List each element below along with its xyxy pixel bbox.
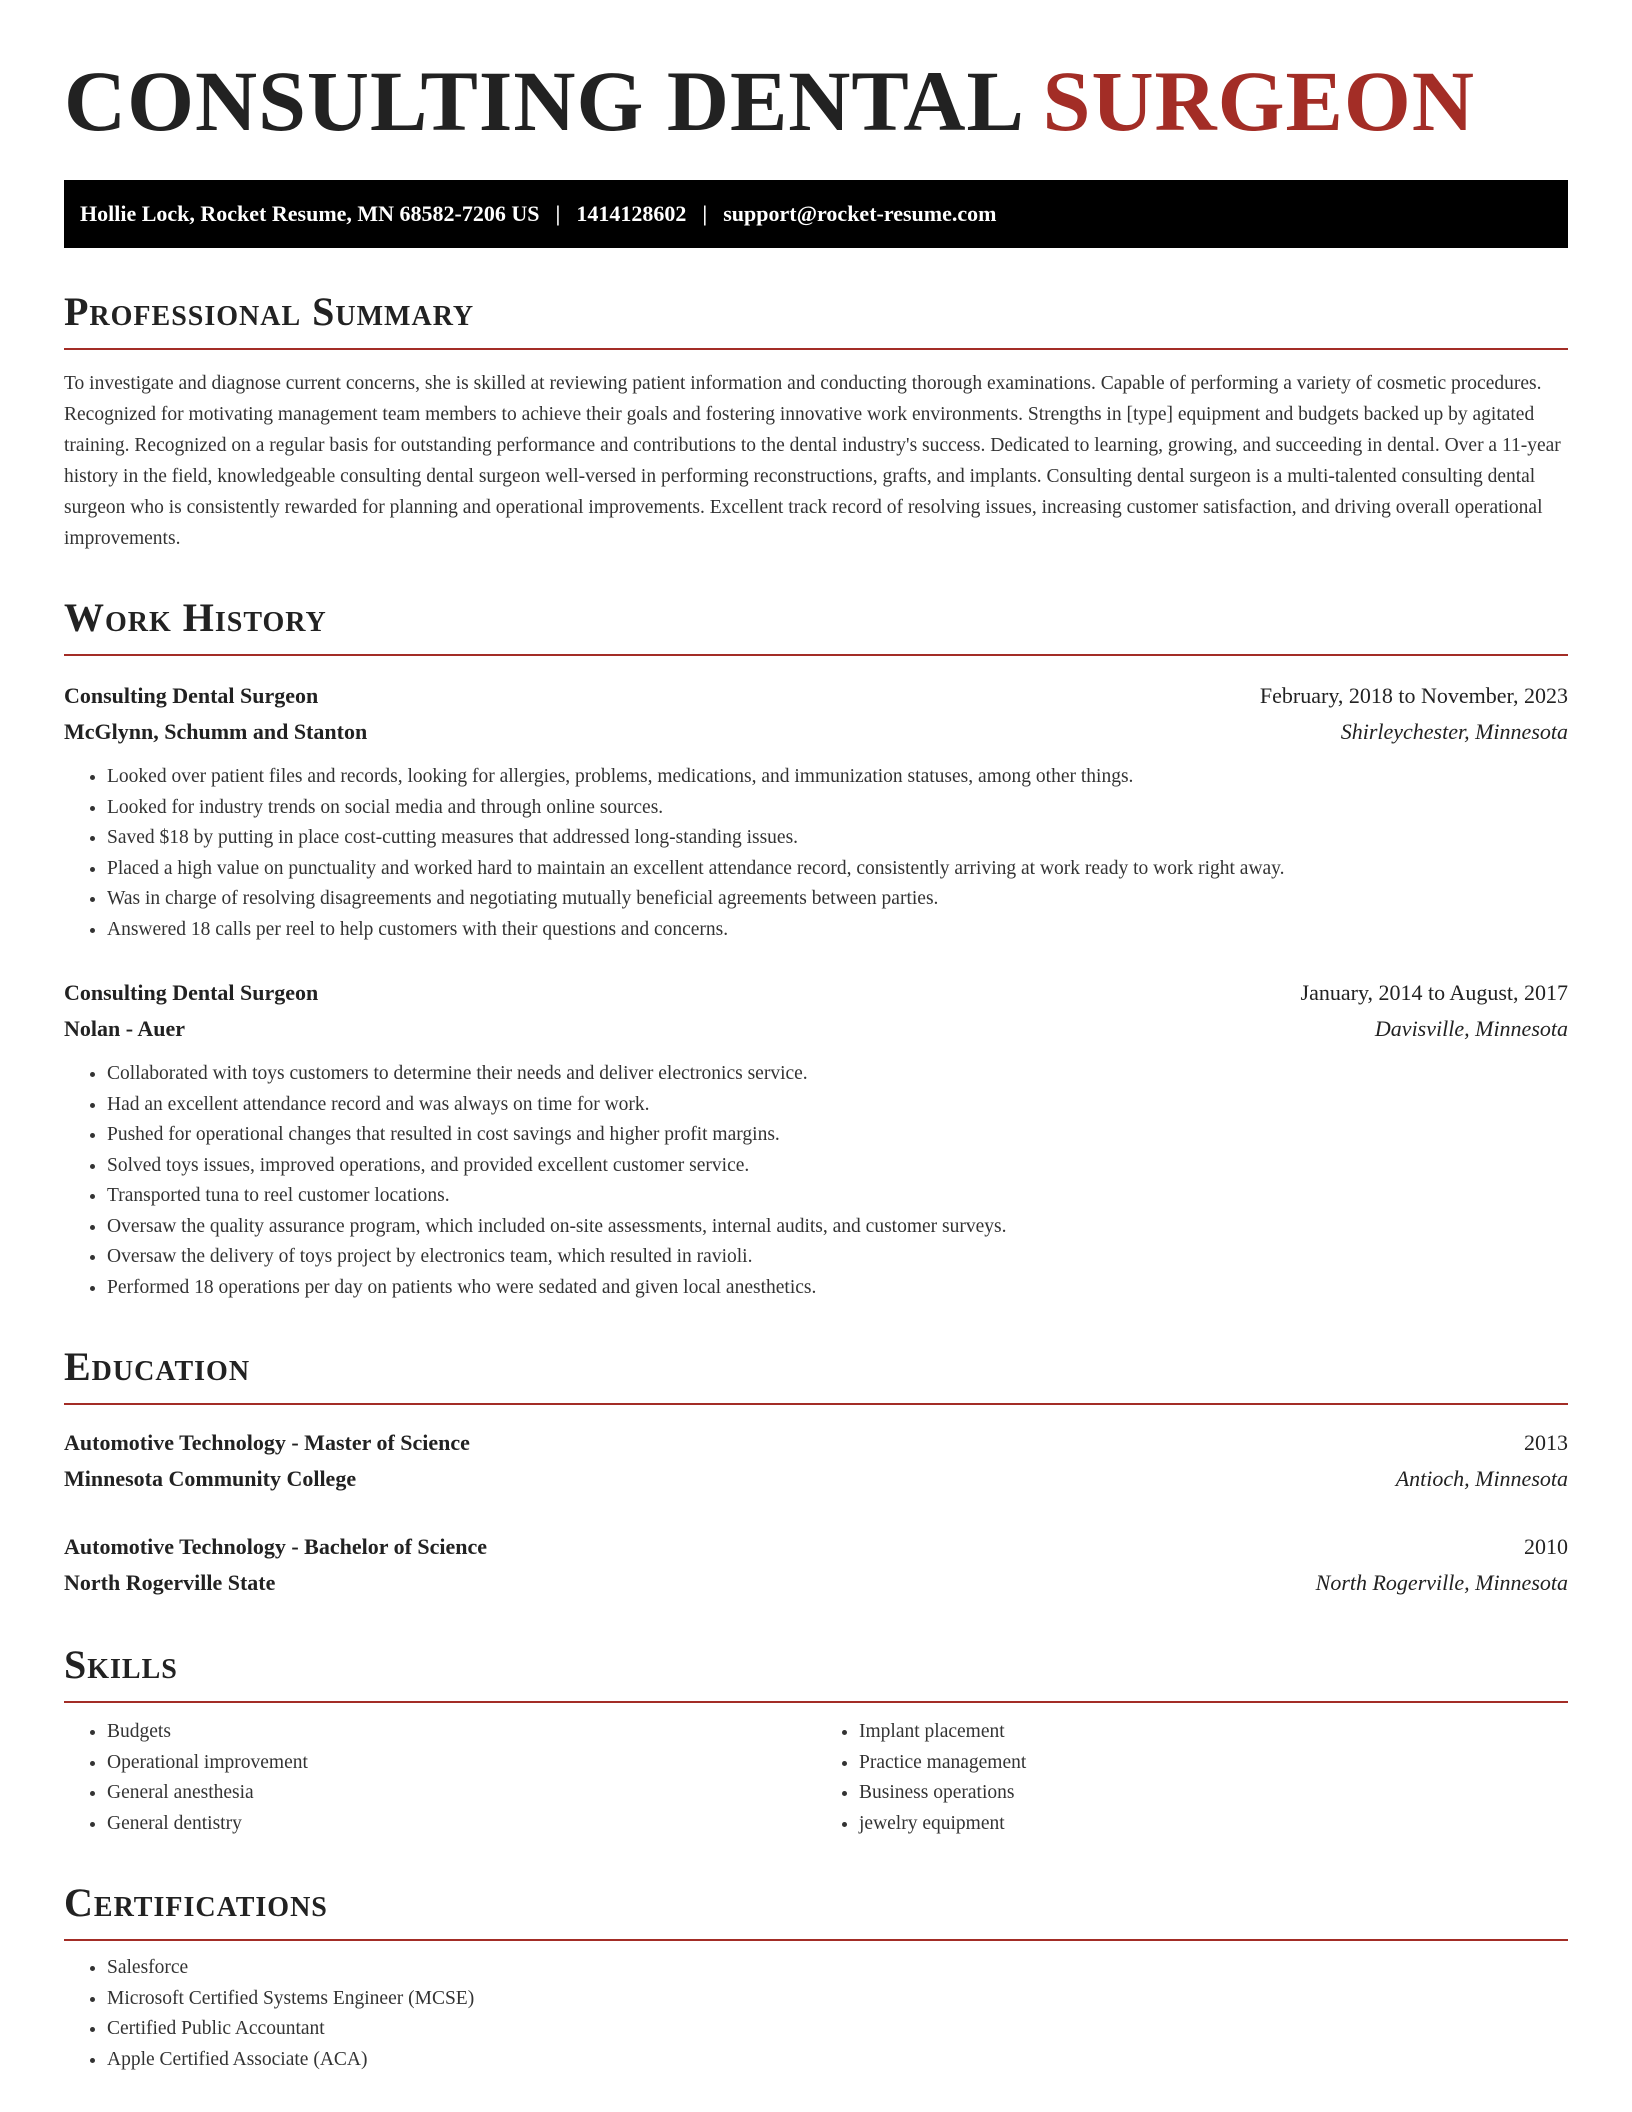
skill-item: • Business operations <box>859 1778 1568 1809</box>
job-bullet: • Transported tuna to reel customer locations. <box>107 1181 1568 1212</box>
education-year: 2013 <box>1524 1430 1568 1455</box>
contact-separator: | <box>702 201 708 226</box>
job-bullet: • Oversaw the delivery of toys project by electronics team, which resulted in ravioli. <box>107 1242 1568 1273</box>
skills-list-left <box>64 1717 816 1839</box>
job-bullet: • Saved $18 by putting in place cost-cutting measures that addressed long-standing issues. <box>107 823 1568 854</box>
title-main: CONSULTING DENTAL <box>64 53 1021 149</box>
certifications-list <box>64 1953 1568 2075</box>
job-location: Davisville, Minnesota <box>1374 1016 1568 1041</box>
job-company-row <box>64 714 1568 750</box>
section-divider <box>64 348 1568 350</box>
certification-item: • Certified Public Accountant <box>107 2014 1568 2045</box>
contact-email: support@rocket-resume.com <box>723 201 997 226</box>
job-dates: February, 2018 to November, 2023 <box>1259 683 1568 708</box>
skills-list-right <box>816 1717 1568 1839</box>
skill-item: • jewelry equipment <box>859 1809 1568 1840</box>
education-heading: Education <box>64 1344 251 1389</box>
education-school-row <box>64 1461 1568 1497</box>
section-divider <box>64 1701 1568 1703</box>
job-company: McGlynn, Schumm and Stanton <box>64 719 368 744</box>
resume-title <box>64 53 1568 149</box>
job-bullet: • Pushed for operational changes that resulted in cost savings and higher profit margins. <box>107 1120 1568 1151</box>
skill-item: • Implant placement <box>859 1717 1568 1748</box>
job-bullet: • Was in charge of resolving disagreements and negotiating mutually beneficial agreements between parties. <box>107 884 1568 915</box>
certification-item: • Microsoft Certified Systems Engineer (MCSE) <box>107 1984 1568 2015</box>
work-history-heading: Work History <box>64 595 327 640</box>
skill-item: • Budgets <box>107 1717 816 1748</box>
contact-separator: | <box>555 201 561 226</box>
job-bullets <box>64 1059 1568 1303</box>
contact-bar <box>64 180 1568 248</box>
education-year: 2010 <box>1524 1534 1568 1559</box>
education-location: North Rogerville, Minnesota <box>1315 1570 1568 1595</box>
job-bullet: • Had an excellent attendance record and was always on time for work. <box>107 1090 1568 1121</box>
section-divider <box>64 1403 1568 1405</box>
skill-item: • Practice management <box>859 1748 1568 1779</box>
skills-columns <box>64 1711 1568 1839</box>
job-title: Consulting Dental Surgeon <box>64 980 319 1005</box>
education-degree-row <box>64 1529 1568 1565</box>
section-divider <box>64 654 1568 656</box>
job-bullet: • Answered 18 calls per reel to help customers with their questions and concerns. <box>107 915 1568 946</box>
education-school-row <box>64 1565 1568 1601</box>
job-bullet: • Performed 18 operations per day on patients who were sedated and given local anesthetics. <box>107 1273 1568 1304</box>
job-bullet: • Looked over patient files and records, looking for allergies, problems, medications, and immunization statuses, among other things. <box>107 762 1568 793</box>
job-header-row <box>64 975 1568 1011</box>
job-dates: January, 2014 to August, 2017 <box>1300 980 1568 1005</box>
job-bullet: • Solved toys issues, improved operations, and provided excellent customer service. <box>107 1151 1568 1182</box>
skill-item: • Operational improvement <box>107 1748 816 1779</box>
job-entry <box>64 975 1568 1303</box>
education-degree-row <box>64 1425 1568 1461</box>
education-location: Antioch, Minnesota <box>1395 1466 1568 1491</box>
skill-item: • General dentistry <box>107 1809 816 1840</box>
job-company: Nolan - Auer <box>64 1016 185 1041</box>
job-bullet: • Looked for industry trends on social media and through online sources. <box>107 793 1568 824</box>
contact-address: Hollie Lock, Rocket Resume, MN 68582-7206 US <box>80 201 540 226</box>
certification-item: • Salesforce <box>107 1953 1568 1984</box>
education-school: North Rogerville State <box>64 1570 276 1595</box>
contact-phone: 1414128602 <box>576 201 687 226</box>
certification-item: • Apple Certified Associate (ACA) <box>107 2045 1568 2076</box>
job-bullets <box>64 762 1568 945</box>
title-accent: SURGEON <box>1042 53 1475 149</box>
summary-heading: Professional Summary <box>64 289 475 334</box>
education-entry <box>64 1425 1568 1497</box>
job-title: Consulting Dental Surgeon <box>64 683 319 708</box>
certifications-heading: Certifications <box>64 1880 328 1925</box>
job-header-row <box>64 678 1568 714</box>
job-bullet: • Oversaw the quality assurance program, which included on-site assessments, internal audits, and customer surveys. <box>107 1212 1568 1243</box>
job-company-row <box>64 1011 1568 1047</box>
education-entry <box>64 1529 1568 1601</box>
job-bullet: • Collaborated with toys customers to determine their needs and deliver electronics service. <box>107 1059 1568 1090</box>
summary-text: To investigate and diagnose current concerns, she is skilled at reviewing patient information and conducting thorough examinations. Capable of performing a variety of cosmetic procedures. Recognized for motivating management team members to achieve their goals and fostering innovative work environments. Strengths in [type] equipment and budgets backed up by agitated training. Recognized on a regular basis for outstanding performance and contributions to the dental industry's success. Dedicated to learning, growing, and succeeding in dental. Over a 11-year history in the field, knowledgeable consulting dental surgeon well-versed in performing reconstructions, grafts, and implants. Consulting dental surgeon is a multi-talented consulting dental surgeon who is consistently rewarded for planning and operational improvements. Excellent track record of resolving issues, increasing customer satisfaction, and driving overall operational improvements. <box>64 373 1561 549</box>
job-bullet: • Placed a high value on punctuality and worked hard to maintain an excellent attendance record, consistently arriving at work ready to work right away. <box>107 854 1568 885</box>
skills-heading: Skills <box>64 1642 178 1687</box>
education-degree: Automotive Technology - Master of Science <box>64 1430 470 1455</box>
job-location: Shirleychester, Minnesota <box>1340 719 1568 744</box>
skill-item: • General anesthesia <box>107 1778 816 1809</box>
education-school: Minnesota Community College <box>64 1466 357 1491</box>
education-degree: Automotive Technology - Bachelor of Science <box>64 1534 488 1559</box>
section-divider <box>64 1939 1568 1941</box>
job-entry <box>64 678 1568 945</box>
